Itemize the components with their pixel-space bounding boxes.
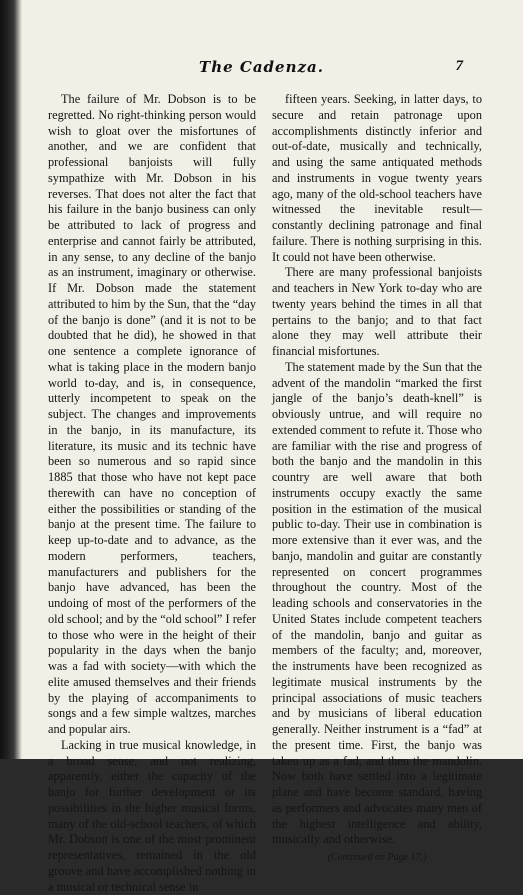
paragraph: fifteen years. Seeking, in latter days, to secure and retain patronage upon accomplishments distinctly inferior and out-of-date, musically and technically, and using the same antiquated methods and instruments in vogue twenty years ago, many of the old-school teachers have witnessed the inevitable result—constantly declining patronage and final failure. There is nothing surprising in this. It could not have been otherwise. <box>272 92 482 264</box>
left-column <box>48 92 256 895</box>
paragraph: The statement made by the Sun that the advent of the mandolin “marked the first jangle of the banjo’s death-knell” is obviously untrue, and will require no extended comment to refute it. Those who are familiar with the rise and progress of both the banjo and the mandolin in this country are well aware that both instruments occupy exactly the same position in the estimation of the musical public to-day. Their use in combination is more extensive than it ever was, and the banjo, mandolin and guitar are constantly represented on concert programmes throughout the country. Most of the leading schools and conservatories in the United States include competent teachers of the mandolin, banjo and guitar as members of the faculty; and, moreover, the instruments have been recognized as legitimate musical instruments by the principal associations of music teachers and by musicians of liberal education generally. Neither instrument is a “fad” at the present time. First, the banjo was taken up as a fad, and then the mandolin. Now both have settled into a legitimate plane and have become standard, having as performers and advocates many men of the highest intelligence and ability, musically and otherwise. <box>272 359 482 847</box>
paragraph: Lacking in true musical knowledge, in a broad sense, and not realizing, apparently, either the capacity of the banjo for further development or its possibilities in the higher musical forms, many of the old-school teachers, of which Mr. Dobson is one of the most prominent representatives, remained in the old groove and have accomplished nothing in a musical or technical sense in <box>48 737 256 894</box>
paragraph: The failure of Mr. Dobson is to be regretted. No right-thinking person would wish to gloat over the misfortunes of another, and we are confident that professional banjoists will fully sympathize with Mr. Dobson in his reverses. That does not alter the fact that his failure in the banjo business can only be attributed to lack of progress and enterprise and cannot fairly be attributed, in any sense, to any decline of the banjo as an instrument, imaginary or otherwise. If Mr. Dobson made the statement attributed to him by the Sun, that the “day of the banjo is done” (and it is not to be doubted that he did), he showed in that one sentence a complete ignorance of what is taking place in the modern banjo world to-day, and is, in consequence, utterly incompetent to speak on the subject. The changes and improvements in the banjo, in its manufacture, its literature, its music and its technic have been so numerous and so rapid since 1885 that those who have not kept pace therewith can have no conception of either the possibilities or standing of the banjo at the present time. The failure to keep up-to-date and to advance, as the modern performers, teachers, manufacturers and publishers for the banjo have advanced, has been the undoing of most of the performers of the old school; and by the “old school” I refer to those who were in the height of their popularity in the days when the banjo was a fad with society—with which the elite amused themselves and their friends by the playing of accompaniments to songs and a few simple waltzes, marches and popular airs. <box>48 92 256 736</box>
page-number: 7 <box>455 58 463 74</box>
right-column <box>272 92 482 866</box>
magazine-title: The Cadenza. <box>199 58 324 76</box>
paragraph: There are many professional banjoists and teachers in New York to-day who are twenty years behind the times in all that pertains to the banjo; and to that fact alone they may well attribute their financial misfortunes. <box>272 265 482 358</box>
continued-note: (Continued on Page 17.) <box>327 852 427 863</box>
running-header <box>60 58 463 80</box>
binding-shadow <box>0 0 22 759</box>
